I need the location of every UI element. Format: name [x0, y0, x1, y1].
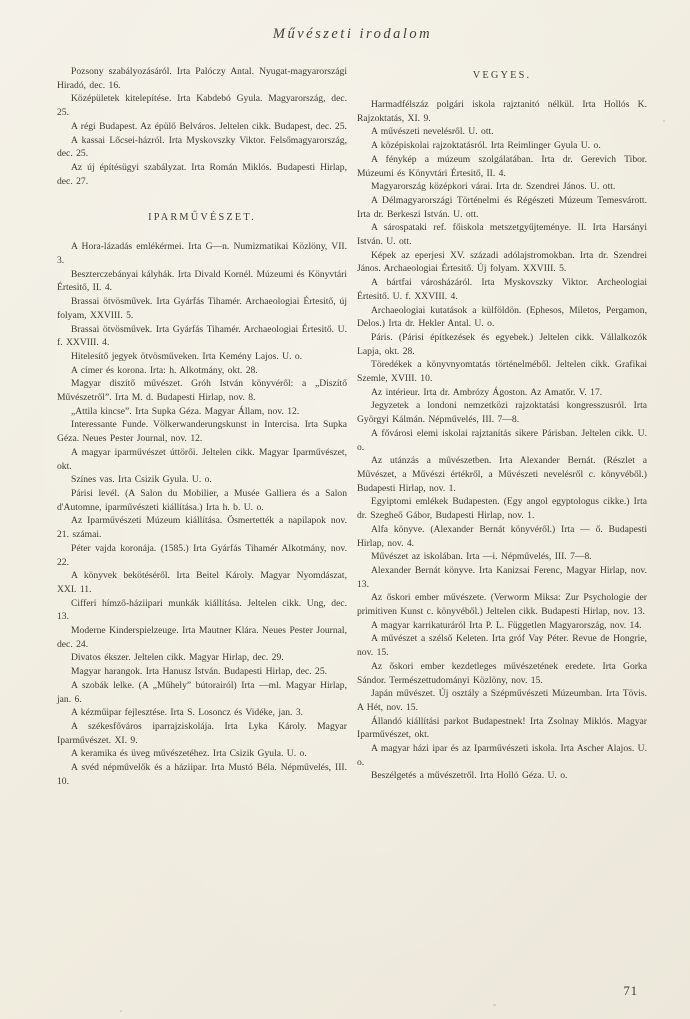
bibliography-entry: A művészeti nevelésről. U. ott.	[371, 126, 494, 138]
bibliography-entry: Péter vajda koronája. (1585.) Irta Gyárfás Tihamér Alkotmány, nov. 22.	[57, 542, 347, 568]
bibliography-entry: Cifferi hímző-háziipari munkák kiállítása. Jeltelen cikk. Ung, dec. 13.	[57, 597, 347, 623]
bibliography-entry: Az őskori ember művészete. (Verworm Miksa: Zur Psychologie der primitiven Kunst c. könyvéből.) Jeltelen cikk. Budapesti Hirlap, nov. 13.	[357, 592, 647, 618]
bibliography-entry: A kézműipar fejlesztése. Irta S. Losoncz és Vidéke, jan. 3.	[71, 707, 304, 719]
bibliography-entry: A székesfőváros iparrajziskolája. Irta Lyka Károly. Magyar Iparművészet. XI. 9.	[57, 720, 347, 746]
bibliography-entry: Harmadfélszáz polgári iskola rajztanitó nélkül. Irta Hollós K. Rajzoktatás, XI. 9.	[357, 99, 647, 124]
bibliography-entry: A keramika és üveg művészetéhez. Irta Csizik Gyula. U. o.	[71, 748, 307, 760]
bibliography-entry: A régi Budapest. Az épülő Belváros. Jeltelen cikk. Budapest, dec. 25.	[71, 120, 347, 132]
bibliography-entry: A fővárosi elemi iskolai rajztanítás sikere Párisban. Jeltelen cikk. U. o.	[357, 427, 647, 453]
bibliography-entry: Magyarország középkori várai. Irta dr. Szendrei János. U. ott.	[371, 181, 616, 193]
bibliography-entry: A magyar iparművészet úttörői. Jeltelen cikk. Magyar Iparművészet, okt.	[57, 446, 347, 472]
section-heading-iparmuveszet: IPARMŰVÉSZET.	[148, 212, 256, 224]
bibliography-entry: Brassai ötvösművek. Irta Gyárfás Tihamér. Archaeologiai Értesitő, új folyam, XXVIII. 5.	[57, 296, 347, 321]
bibliography-entry: Állandó kiállítási parkot Budapestnek! Irta Zsolnay Miklós. Magyar Iparművészet, okt.	[357, 715, 647, 741]
bibliography-entry: „Attila kincse”. Irta Supka Géza. Magyar Állam, nov. 12.	[71, 405, 300, 417]
bibliography-entry: A középiskolai rajzoktatásról. Irta Reimlinger Gyula U. o.	[371, 140, 601, 152]
bibliography-entry: A szobák lelke. (A „Műhely” bútorairól) Irta —ml. Magyar Hirlap, jan. 6.	[57, 679, 347, 705]
page-title: Művészeti irodalom	[272, 26, 433, 42]
bibliography-entry: Magyar harangok. Irta Hanusz István. Budapesti Hirlap, dec. 25.	[71, 666, 328, 678]
bibliography-entry: Alexander Bernát könyve. Irta Kanizsai Ferenc, Magyar Hirlap, nov. 13.	[357, 564, 647, 590]
section-heading-vegyes: VEGYES.	[472, 70, 532, 81]
bibliography-entry: Művészet az iskolában. Irta —i. Népművelés, III. 7—8.	[371, 551, 592, 563]
scan-speck	[663, 120, 665, 122]
bibliography-entry: Brassai ötvösművek. Irta Gyárfás Tihamér. Archaeologiai Értesitő. U. f. XXVIII. 4.	[57, 323, 347, 349]
left-column-intro-entries	[57, 65, 347, 188]
bibliography-entry: A kassai Lőcsei-házról. Irta Myskovszky Viktor. Felsőmagyarország, dec. 25.	[57, 134, 347, 160]
bibliography-entry: Páris. (Párisi építkezések és egyebek.) Jeltelen cikk. Vállalkozók Lapja, okt. 28.	[357, 331, 647, 357]
bibliography-entry: A magyar karrikaturáról Irta P. L. Független Magyarország, nov. 14.	[371, 619, 642, 631]
bibliography-entry: A címer és korona. Irta: h. Alkotmány, okt. 28.	[71, 364, 258, 376]
right-column	[357, 65, 647, 788]
bibliography-entry: Beszélgetés a művészetről. Irta Holló Géza. U. o.	[371, 770, 568, 782]
bibliography-entry: Egyiptomi emlékek Budapesten. (Egy angol egyptologus cikke.) Irta dr. Szegheő Gábor, Budapesti Hirlap, nov. 1.	[357, 496, 647, 522]
bibliography-entry: Moderne Kinderspielzeuge. Irta Mautner Klára. Neues Pester Journal, dec. 24.	[57, 625, 347, 650]
two-column-layout	[57, 65, 648, 788]
page-number: 71	[623, 984, 638, 998]
bibliography-entry: A Hora-lázadás emlékérmei. Irta G—n. Numizmatikai Közlöny, VII. 3.	[57, 241, 347, 267]
bibliography-entry: Az intérieur. Irta dr. Ambrózy Ágoston. Az Amatőr. V. 17.	[371, 386, 603, 398]
bibliography-entry: Japán művészet. Új osztály a Szépművészeti Múzeumban. Irta Tövis. A Hét, nov. 15.	[357, 688, 647, 713]
bibliography-entry: Magyar diszítő művészet. Gróh István könyvéről: a „Diszítő Művészetről”. Irta M. d. Budapesti Hirlap, nov. 8.	[57, 378, 347, 404]
bibliography-entry: Beszterczebányai kályhák. Irta Divald Kornél. Múzeumi és Könyvtári Értesitő, II. 4.	[57, 268, 347, 294]
bibliography-entry: A svéd népművelők és a háziipar. Irta Mustó Béla. Népművelés, III. 10.	[57, 762, 347, 787]
bibliography-entry: Archaeologiai kutatások a külföldön. (Ephesos, Miletos, Pergamon, Delos.) Irta dr. Hekler Antal. U. o.	[357, 304, 647, 330]
bibliography-entry: A sárospataki ref. főiskola metszetgyűjteménye. II. Irta Harsányi István. U. ott.	[357, 222, 647, 248]
bibliography-entry: A magyar házi ipar és az Iparművészeti iskola. Irta Ascher Alajos. U. o.	[357, 743, 647, 768]
scan-speck	[120, 1010, 122, 1012]
scan-speck	[493, 1004, 496, 1006]
bibliography-entry: Az Iparművészeti Múzeum kiállítása. Ösmertették a napilapok nov. 21. számai.	[57, 515, 347, 541]
bibliography-entry: Színes vas. Irta Csizik Gyula. U. o.	[71, 474, 212, 486]
bibliography-entry: Interessante Funde. Völkerwanderungskunst in Intercisa. Irta Supka Géza. Neues Pester Journal, nov. 12.	[57, 419, 347, 445]
bibliography-entry: A fénykép a múzeum szolgálatában. Irta dr. Gerevich Tibor. Múzeumi és Könyvtári Értesitő, II. 4.	[357, 153, 647, 179]
bibliography-entry: Képek az eperjesi XV. századi adólajstromokban. Irta dr. Szendrei János. Archaeologiai Értesitő. Új folyam. XXVIII. 5.	[357, 249, 647, 275]
bibliography-entry: Töredékek a könyvnyomtatás történelméből. Jeltelen cikk. Grafikai Szemle, XVIII. 10.	[357, 359, 647, 385]
left-column-entries	[57, 240, 347, 788]
bibliography-entry: Az új építésügyi szabályzat. Irta Román Miklós. Budapesti Hirlap, dec. 27.	[57, 161, 347, 187]
bibliography-entry: A könyvek bekötéséről. Irta Beitel Károly. Magyar Nyomdászat, XXI. 11.	[57, 570, 347, 595]
bibliography-entry: Középületek kitelepítése. Irta Kabdebó Gyula. Magyarország, dec. 25.	[57, 93, 347, 119]
bibliography-entry: Párisi levél. (A Salon du Mobilier, a Musée Galliera és a Salon d'Automne, iparművészeti kiállítása.) Irta h. b. U. o.	[57, 487, 347, 513]
bibliography-entry: Jegyzetek a londoni nemzetközi rajzoktatási kongresszusról. Irta Györgyi Kálmán. Népművelés, III. 7—8.	[357, 400, 647, 426]
bibliography-entry: A művészet a szélső Keleten. Irta gróf Vay Péter. Revue de Hongrie, nov. 15.	[357, 633, 647, 659]
bibliography-entry: Alfa könyve. (Alexander Bernát könyvéről.) Irta — ő. Budapesti Hirlap, nov. 4.	[357, 523, 647, 549]
bibliography-entry: Divatos ékszer. Jeltelen cikk. Magyar Hirlap, dec. 29.	[71, 652, 284, 664]
bibliography-entry: Hitelesítő jegyek ötvösműveken. Irta Kemény Lajos. U. o.	[71, 350, 303, 362]
bibliography-entry: A Délmagyarországi Történelmi és Régészeti Múzeum Temesvárott. Irta dr. Berkeszi István. U. ott.	[357, 194, 647, 220]
bibliography-entry: Az őskori ember kezdetleges művészetének eredete. Irta Gorka Sándor. Természettudományi Közlöny, nov. 15.	[357, 660, 647, 686]
bibliography-entry: A bártfai városházáról. Irta Myskovszky Viktor. Archeologiai Értesitő. U. f. XXVIII. 4.	[357, 277, 647, 302]
bibliography-entry: Az utánzás a művészetben. Irta Alexander Bernát. (Részlet a Művészet, a Művészi értékről, a Művészeti nevelésről c. könyvéből.) Budapesti Hirlap, nov. 1.	[357, 455, 647, 494]
bibliography-entry: Pozsony szabályozásáról. Irta Palóczy Antal. Nyugat-magyarországi Hiradó, dec. 16.	[57, 66, 347, 91]
right-column-entries	[357, 98, 647, 783]
left-column	[57, 65, 347, 788]
